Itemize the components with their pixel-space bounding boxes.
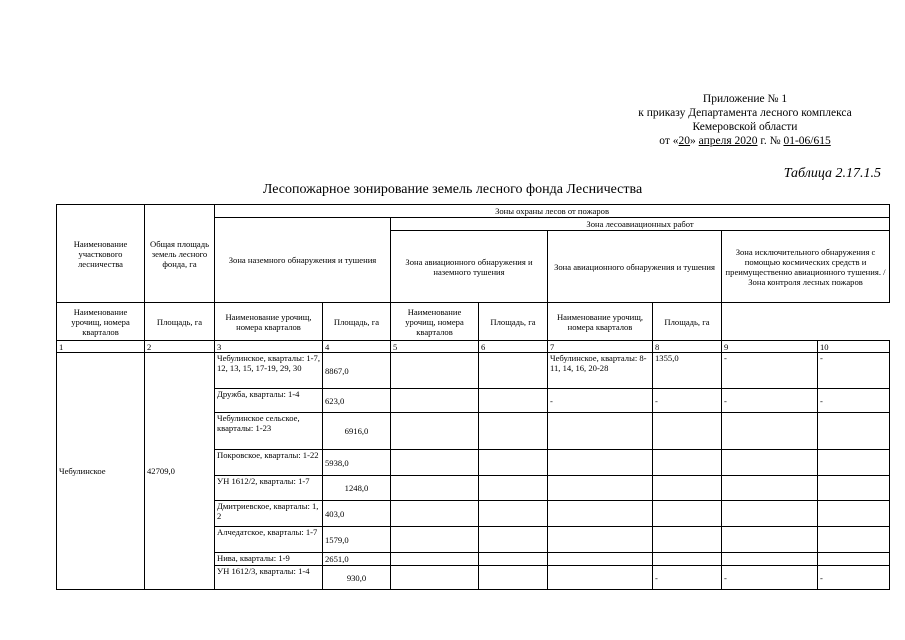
appendix-line-1: Приложение № 1 [702, 93, 788, 105]
column-number: 10 [818, 341, 890, 353]
tract-area-cell: 6916,0 [323, 413, 391, 450]
date-prefix: от « [659, 135, 679, 147]
space-area-cell [818, 527, 890, 553]
column-number: 2 [145, 341, 215, 353]
space-tract-cell: - [722, 566, 818, 590]
aviation-tract-cell [548, 527, 653, 553]
space-tract-cell [722, 501, 818, 527]
empty-cell [391, 450, 479, 476]
empty-cell [391, 353, 479, 389]
empty-cell [479, 553, 548, 566]
column-number: 5 [391, 341, 479, 353]
tract-name-cell: Чебулинское, кварталы: 1-7, 12, 13, 15, 17-19, 29, 30 [215, 353, 323, 389]
column-number: 8 [653, 341, 722, 353]
tract-name-cell: УН 1612/3, кварталы: 1-4 [215, 566, 323, 590]
empty-cell [479, 353, 548, 389]
document-title: Лесопожарное зонирование земель лесного фонда Лесничества [262, 182, 643, 197]
subheader-name-7: Наименование урочищ, номера кварталов [391, 303, 479, 341]
space-area-cell [818, 476, 890, 501]
tract-area-cell: 930,0 [323, 566, 391, 590]
header-total-area: Общая площадь земель лесного фонда, га [145, 205, 215, 303]
date-suffix: г. № [757, 135, 784, 147]
empty-cell [479, 389, 548, 413]
empty-cell [391, 527, 479, 553]
aviation-tract-cell: - [548, 389, 653, 413]
tract-area-cell: 1248,0 [323, 476, 391, 501]
header-fire-protection-zones: Зоны охраны лесов от пожаров [215, 205, 890, 218]
space-area-cell [818, 450, 890, 476]
header-space-control-zone: Зона исключительного обнаружения с помощью космических средств и преимущественно авиационного тушения. / Зона контроля лесных пожаров [722, 231, 890, 303]
aviation-tract-cell [548, 553, 653, 566]
header-ground-zone: Зона наземного обнаружения и тушения [215, 218, 391, 303]
space-area-cell: - [818, 353, 890, 389]
subheader-area-10: Площадь, га [653, 303, 722, 341]
tract-name-cell: Дружба, кварталы: 1-4 [215, 389, 323, 413]
aviation-tract-cell [548, 501, 653, 527]
column-number: 6 [479, 341, 548, 353]
date-month-year: апреля 2020 [698, 135, 758, 147]
space-area-cell [818, 413, 890, 450]
subheader-name-5: Наименование урочищ, номера кварталов [215, 303, 323, 341]
column-number: 9 [722, 341, 818, 353]
space-tract-cell [722, 527, 818, 553]
header-forest-aviation-zone: Зона лесоавиационных работ [391, 218, 890, 231]
tract-area-cell: 2651,0 [323, 553, 391, 566]
empty-cell [479, 501, 548, 527]
aviation-area-cell [653, 476, 722, 501]
tract-name-cell: УН 1612/2, кварталы: 1-7 [215, 476, 323, 501]
subheader-area-8: Площадь, га [479, 303, 548, 341]
aviation-area-cell [653, 527, 722, 553]
space-tract-cell [722, 476, 818, 501]
date-mid: » [690, 135, 699, 147]
tract-area-cell: 403,0 [323, 501, 391, 527]
space-tract-cell: - [722, 353, 818, 389]
aviation-tract-cell [548, 566, 653, 590]
empty-cell [479, 413, 548, 450]
aviation-tract-cell: Чебулинское, кварталы: 8-11, 14, 16, 20-28 [548, 353, 653, 389]
header-aviation-zone: Зона авиационного обнаружения и тушения [548, 231, 722, 303]
date-day: 20 [678, 135, 691, 147]
aviation-area-cell [653, 553, 722, 566]
space-area-cell [818, 501, 890, 527]
aviation-area-cell: - [653, 389, 722, 413]
aviation-area-cell: 1355,0 [653, 353, 722, 389]
tract-name-cell: Дмитриевское, кварталы: 1, 2 [215, 501, 323, 527]
total-area-cell: 42709,0 [145, 353, 215, 590]
space-area-cell: - [818, 566, 890, 590]
empty-cell [391, 553, 479, 566]
space-tract-cell [722, 553, 818, 566]
space-tract-cell [722, 413, 818, 450]
empty-cell [391, 413, 479, 450]
table-row [57, 353, 890, 389]
tract-area-cell: 5938,0 [323, 450, 391, 476]
header-district: Наименование участкового лесничества [57, 205, 145, 303]
subheader-name-9: Наименование урочищ, номера кварталов [548, 303, 653, 341]
column-number: 4 [323, 341, 391, 353]
column-number-row [57, 341, 890, 353]
aviation-area-cell [653, 413, 722, 450]
space-area-cell: - [818, 389, 890, 413]
aviation-area-cell: - [653, 566, 722, 590]
order-date-line [620, 134, 870, 148]
aviation-tract-cell [548, 450, 653, 476]
aviation-tract-cell [548, 413, 653, 450]
tract-name-cell: Нива, кварталы: 1-9 [215, 553, 323, 566]
aviation-area-cell [653, 501, 722, 527]
space-area-cell [818, 553, 890, 566]
aviation-tract-cell [548, 476, 653, 501]
tract-area-cell: 1579,0 [323, 527, 391, 553]
district-name-cell: Чебулинское [57, 353, 145, 590]
fire-zoning-table [56, 204, 890, 590]
tract-name-cell: Покровское, кварталы: 1-22 [215, 450, 323, 476]
space-tract-cell [722, 450, 818, 476]
tract-area-cell: 8867,0 [323, 353, 391, 389]
space-tract-cell: - [722, 389, 818, 413]
empty-cell [479, 566, 548, 590]
tract-name-cell: Алчедатское, кварталы: 1-7 [215, 527, 323, 553]
appendix-line-2: к приказу Департамента лесного комплекса [638, 107, 852, 119]
order-number: 01-06/615 [783, 135, 831, 147]
appendix-header [620, 92, 870, 148]
column-number: 1 [57, 341, 145, 353]
tract-name-cell: Чебулинское сельское, кварталы: 1-23 [215, 413, 323, 450]
tract-area-cell: 623,0 [323, 389, 391, 413]
column-number: 3 [215, 341, 323, 353]
appendix-line-3: Кемеровской области [692, 121, 798, 133]
subheader-area-6: Площадь, га [323, 303, 391, 341]
empty-cell [479, 450, 548, 476]
empty-cell [391, 566, 479, 590]
column-number: 7 [548, 341, 653, 353]
header-aviation-ground-zone: Зона авиационного обнаружения и наземного тушения [391, 231, 548, 303]
subheader-name-3: Наименование урочищ, номера кварталов [57, 303, 145, 341]
empty-cell [391, 501, 479, 527]
aviation-area-cell [653, 450, 722, 476]
empty-cell [391, 389, 479, 413]
empty-cell [479, 476, 548, 501]
table-number-label: Таблица 2.17.1.5 [783, 166, 881, 181]
subheader-area-4: Площадь, га [145, 303, 215, 341]
empty-cell [479, 527, 548, 553]
empty-cell [391, 476, 479, 501]
